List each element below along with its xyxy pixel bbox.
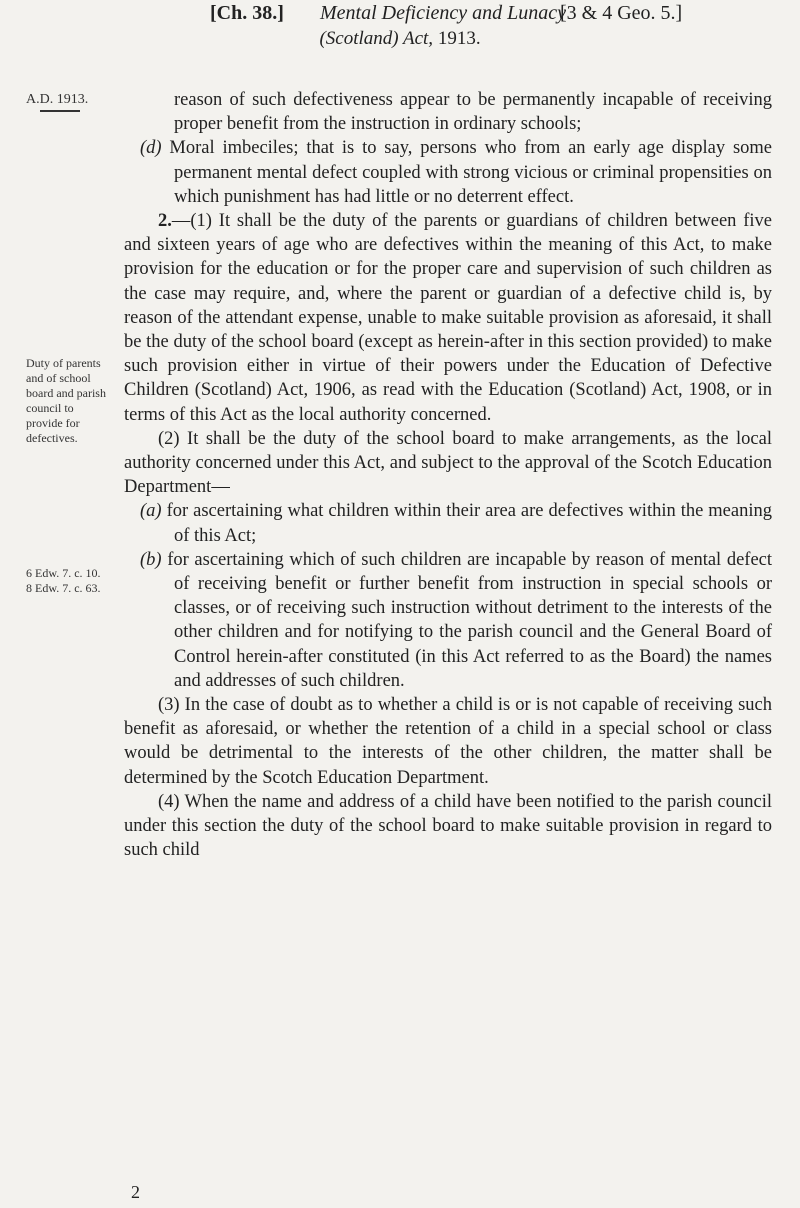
margin-year: A.D. 1913. (26, 92, 89, 107)
item-a (124, 499, 772, 547)
margin-note-duty: Duty of parents and of school board and parish council to provide for defectives. (26, 356, 106, 445)
para-d-text: Moral imbeciles; that is to say, persons who from an early age display some permanent mental defect coupled with strong vicious or criminal propensities on which punishment has had little or no deterrent effect. (169, 138, 772, 207)
regnal-year: [3 & 4 Geo. 5.] (560, 2, 683, 24)
para-d-label: (d) (140, 138, 162, 159)
subsection-4: (4) When the name and address of a child have been notified to the parish council under this section the duty of the school board to make suitable provision in regard to such child (124, 791, 772, 861)
chapter-label: [Ch. 38.] (210, 2, 284, 24)
subsection-2: (2) It shall be the duty of the school board to make arrangements, as the local authority concerned under this Act, and subject to the approval of the Scotch Education Department— (124, 428, 772, 498)
page-number: 2 (131, 1182, 140, 1202)
item-b-text: for ascertaining which of such children are incapable by reason of mental defect of receiving benefit or further benefit from instruction in special schools or classes, or of receiving such instruction without detriment to the interests of the other children and for notifying to the parish council and the General Board of Control herein-after constituted (in this Act referred to as the Board) the names and addresses of such children. (167, 549, 773, 691)
section-2-text: —(1) It shall be the duty of the parents or guardians of children between five and sixteen years of age who are defectives within the meaning of this Act, to make provision for the education or for the proper care and supervision of such children as the case may require, and, where the parent or guardian of a defective child is, by reason of the attendant expense, unable to make suitable provision as aforesaid, it shall be the duty of the school board (except as herein-after in this section provided) to make such provision either in virtue of their powers under the Education of Defective Children (Scotland) Act, 1906, as read with the Education (Scotland) Act, 1908, or in terms of this Act as the local authority concerned. (124, 211, 772, 425)
running-header (0, 2, 800, 62)
para-d (124, 136, 772, 209)
section-2 (124, 209, 772, 427)
section-2-number: 2. (158, 211, 172, 232)
item-a-text: for ascertaining what children within their area are defectives within the meaning of this Act; (166, 501, 772, 546)
body-text (124, 88, 772, 863)
item-a-label: (a) (140, 501, 162, 522)
act-subtitle (0, 28, 800, 50)
subtitle-year: 1913. (437, 28, 481, 49)
margin-rule (40, 110, 80, 112)
para-d-continuation: reason of such defectiveness appear to be permanently incapable of receiving proper benefit from the instruction in ordinary schools; (174, 90, 772, 135)
item-b-label: (b) (140, 549, 162, 570)
margin-note-references: 6 Edw. 7. c. 10. 8 Edw. 7. c. 63. (26, 566, 101, 595)
subtitle-italic: (Scotland) Act, (319, 28, 434, 49)
act-title: Mental Deficiency and Lunacy (320, 2, 567, 24)
subsection-3: (3) In the case of doubt as to whether a child is or is not capable of receiving such benefit as aforesaid, or whether the retention of a child in a special school or class would be detrimental to the interests of the other children, the matter shall be determined by the Scotch Education Department. (124, 695, 772, 788)
item-b (124, 548, 772, 693)
